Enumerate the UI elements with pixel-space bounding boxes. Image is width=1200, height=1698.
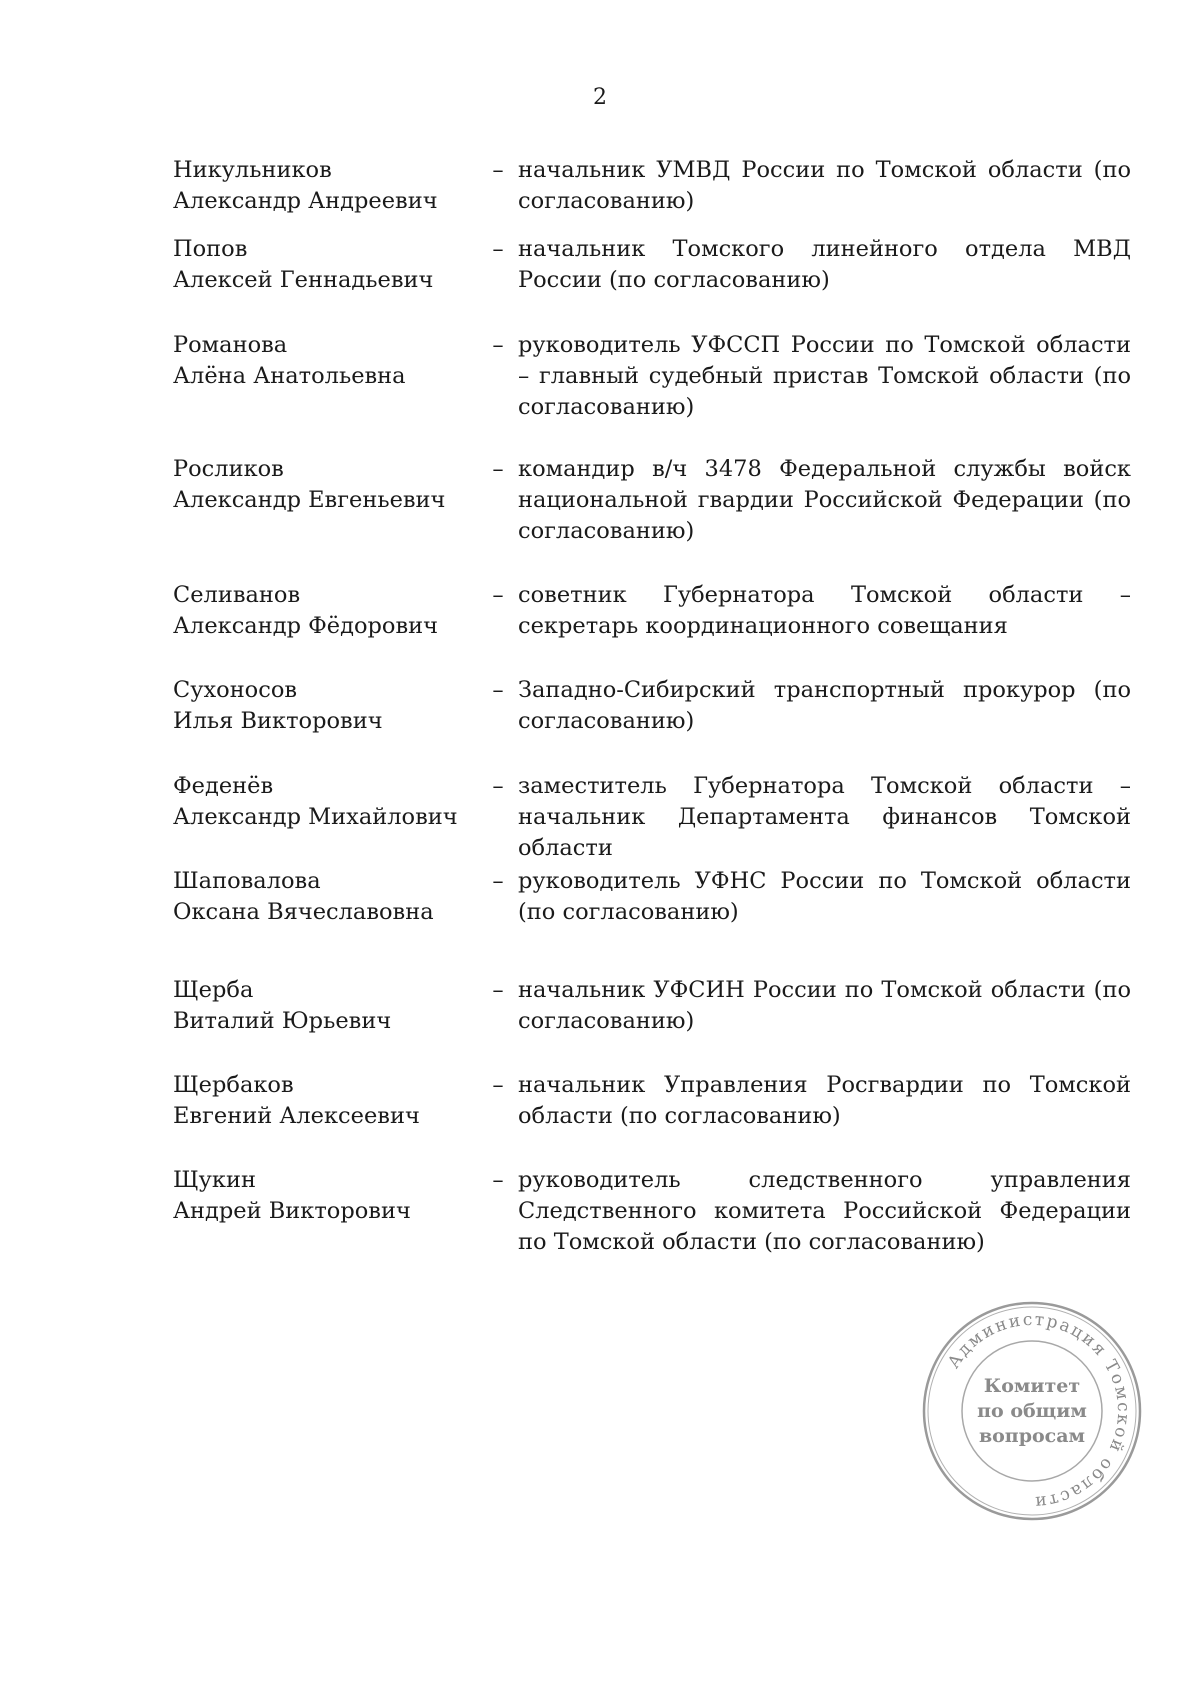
- dash-separator: –: [492, 1167, 504, 1193]
- dash-separator: –: [492, 236, 504, 262]
- member-role: руководитель следственного управления Следственного комитета Российской Федерации по Томской области (по согласованию): [518, 1167, 1131, 1255]
- stamp-center-line-1: Комитет: [983, 1375, 1081, 1397]
- member-surname: Феденёв: [173, 773, 274, 799]
- member-given-names: Александр Андреевич: [173, 188, 438, 214]
- member-role: начальник Управления Росгвардии по Томской области (по согласованию): [518, 1072, 1131, 1129]
- member-given-names: Александр Михайлович: [173, 804, 458, 830]
- member-entry: [173, 866, 1131, 928]
- dash-separator: –: [492, 977, 504, 1003]
- member-entry: [173, 771, 1131, 864]
- dash-separator: –: [492, 773, 504, 799]
- dash-separator: –: [492, 1072, 504, 1098]
- member-role: начальник УФСИН России по Томской области (по согласованию): [518, 977, 1131, 1034]
- member-entry: [173, 1070, 1131, 1132]
- member-surname: Щербаков: [173, 1072, 294, 1098]
- page-number: 2: [593, 85, 607, 110]
- dash-separator: –: [492, 677, 504, 703]
- stamp-seal-icon: [917, 1296, 1147, 1526]
- member-name: [173, 975, 478, 1037]
- member-surname: Селиванов: [173, 582, 301, 608]
- member-name: [173, 866, 478, 928]
- member-entry: [173, 155, 1131, 217]
- dash-separator: –: [492, 456, 504, 482]
- member-surname: Щерба: [173, 977, 254, 1003]
- member-surname: Росликов: [173, 456, 284, 482]
- member-surname: Сухоносов: [173, 677, 298, 703]
- member-role: Западно-Сибирский транспортный прокурор (по согласованию): [518, 677, 1131, 734]
- dash-separator: –: [492, 157, 504, 183]
- stamp-center-line-2: по общим: [977, 1400, 1087, 1422]
- dash-separator: –: [492, 868, 504, 894]
- member-given-names: Оксана Вячеславовна: [173, 899, 434, 925]
- member-given-names: Александр Фёдорович: [173, 613, 439, 639]
- member-entry: [173, 1165, 1131, 1258]
- member-name: [173, 580, 478, 642]
- member-surname: Попов: [173, 236, 248, 262]
- member-given-names: Александр Евгеньевич: [173, 487, 446, 513]
- member-surname: Романова: [173, 332, 288, 358]
- member-name: [173, 675, 478, 737]
- member-entry: [173, 234, 1131, 296]
- member-name: [173, 330, 478, 423]
- member-given-names: Андрей Викторович: [173, 1198, 411, 1224]
- member-given-names: Илья Викторович: [173, 708, 383, 734]
- member-given-names: Алёна Анатольевна: [173, 363, 406, 389]
- member-given-names: Алексей Геннадьевич: [173, 267, 434, 293]
- member-name: [173, 454, 478, 547]
- member-name: [173, 155, 478, 217]
- member-role: начальник УМВД России по Томской области (по согласованию): [518, 157, 1131, 214]
- dash-separator: –: [492, 582, 504, 608]
- member-surname: Щукин: [173, 1167, 256, 1193]
- member-role: руководитель УФССП России по Томской области – главный судебный пристав Томской области (по согласованию): [518, 332, 1131, 420]
- member-name: [173, 771, 478, 864]
- member-entry: [173, 330, 1131, 423]
- stamp-center-line-3: вопросам: [978, 1425, 1086, 1447]
- member-name: [173, 234, 478, 296]
- member-role: руководитель УФНС России по Томской области (по согласованию): [518, 868, 1131, 925]
- member-name: [173, 1070, 478, 1132]
- member-given-names: Евгений Алексеевич: [173, 1103, 420, 1129]
- member-name: [173, 1165, 478, 1258]
- member-role: командир в/ч 3478 Федеральной службы войск национальной гвардии Российской Федерации (по согласованию): [518, 456, 1131, 544]
- member-entry: [173, 454, 1131, 547]
- dash-separator: –: [492, 332, 504, 358]
- member-surname: Шаповалова: [173, 868, 321, 894]
- stamp-ring-text: Администрация Томской области: [943, 1309, 1134, 1513]
- official-stamp: [917, 1296, 1147, 1526]
- member-role: начальник Томского линейного отдела МВД России (по согласованию): [518, 236, 1131, 293]
- member-role: советник Губернатора Томской области – секретарь координационного совещания: [518, 582, 1131, 639]
- member-role: заместитель Губернатора Томской области – начальник Департамента финансов Томской области: [518, 773, 1131, 861]
- member-entry: [173, 975, 1131, 1037]
- member-entry: [173, 675, 1131, 737]
- member-given-names: Виталий Юрьевич: [173, 1008, 392, 1034]
- member-surname: Никульников: [173, 157, 332, 183]
- member-entry: [173, 580, 1131, 642]
